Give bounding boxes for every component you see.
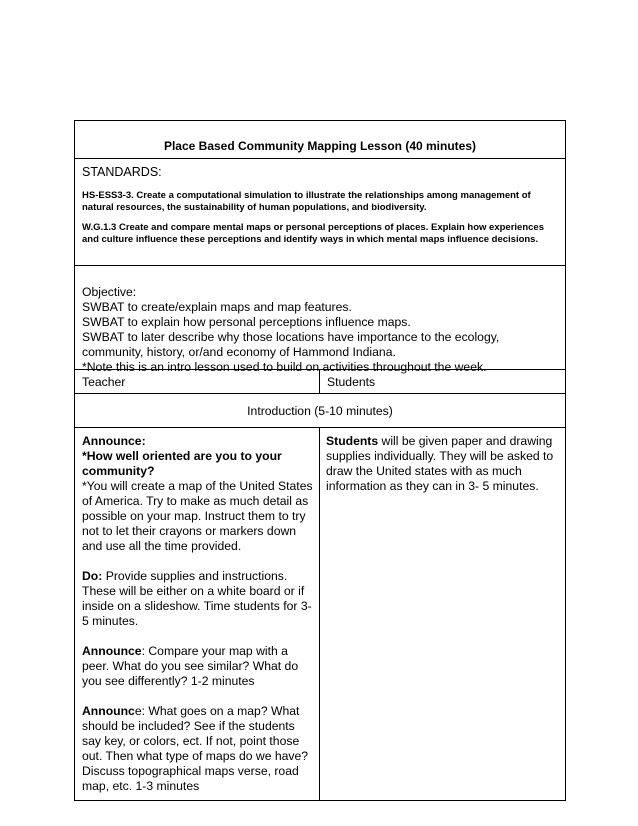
announce-compare-text: : Compare your map with a peer. What do you see similar? What do you see differently? 1-2 minutes [82,644,299,688]
intro-row [75,393,565,427]
announce-label: Announce: [82,434,146,448]
do-paragraph [82,569,313,629]
standards-heading: STANDARDS: [82,165,162,179]
objective-line: SWBAT to create/explain maps and map features. [82,300,352,314]
announce-paragraph [82,434,313,554]
announce-label: Announce [82,644,142,658]
lesson-plan-table [74,120,566,801]
students-label: Students [326,434,379,448]
standard-code: HS-ESS3-3. [82,190,134,201]
do-label: Do: [82,569,103,583]
column-header-row [75,369,565,393]
standard-code: W.G.1.3 [82,222,117,233]
announce-map-text: e: What goes on a map? What should be included? See if the students say key, or colors, ect. If not, point those out. Then what type of maps do we have? Discuss topographical maps verse, road map, etc. 1-3 minutes [82,704,309,793]
objective-note: *Note this is an intro lesson used to build on activities throughout the week. [82,360,487,374]
objective-section [75,265,565,374]
announce-text: *You will create a map of the United States of America. Try to make as much detail as possible on your map. Instruct them to try not to let their crayons or markers down and use all the time provided. [82,479,313,553]
do-text: Provide supplies and instructions. These will be either on a white board or if inside on a slideshow. Time students for 3- 5 minutes. [82,569,312,628]
standard-text: Create and compare mental maps or personal perceptions of places. Explain how experiences and culture influence these perceptions and identify ways in which mental maps influence decisions. [82,222,544,245]
announce-compare-paragraph [82,644,313,689]
objective-heading: Objective: [82,285,137,299]
students-header: Students [327,375,376,389]
intro-label: Introduction (5-10 minutes) [247,403,393,418]
objective-line: SWBAT to later describe why those locations have importance to the ecology, community, history, or/and economy of Hammond Indiana. [82,330,500,359]
announce-question: *How well oriented are you to your community? [82,449,282,478]
teacher-cell [75,428,320,800]
lesson-title: Place Based Community Mapping Lesson (40 minutes) [163,138,477,153]
standard-item [82,222,559,246]
activity-row [75,427,565,800]
announce-map-paragraph [82,704,313,794]
teacher-header: Teacher [75,370,320,393]
standard-text: Create a computational simulation to illustrate the relationships among management of natural resources, the sustainability of human populations, and biodiversity. [82,190,531,213]
objective-line: SWBAT to explain how personal perceptions influence maps. [82,315,411,329]
announce-label: Announc [82,704,135,718]
students-text: will be given paper and drawing supplies individually. They will be asked to draw the United states with as much information as they can in 3- 5 minutes. [326,434,554,493]
students-cell [320,428,565,800]
title-row [75,121,565,158]
standard-item [82,190,559,214]
standards-section [75,158,565,265]
